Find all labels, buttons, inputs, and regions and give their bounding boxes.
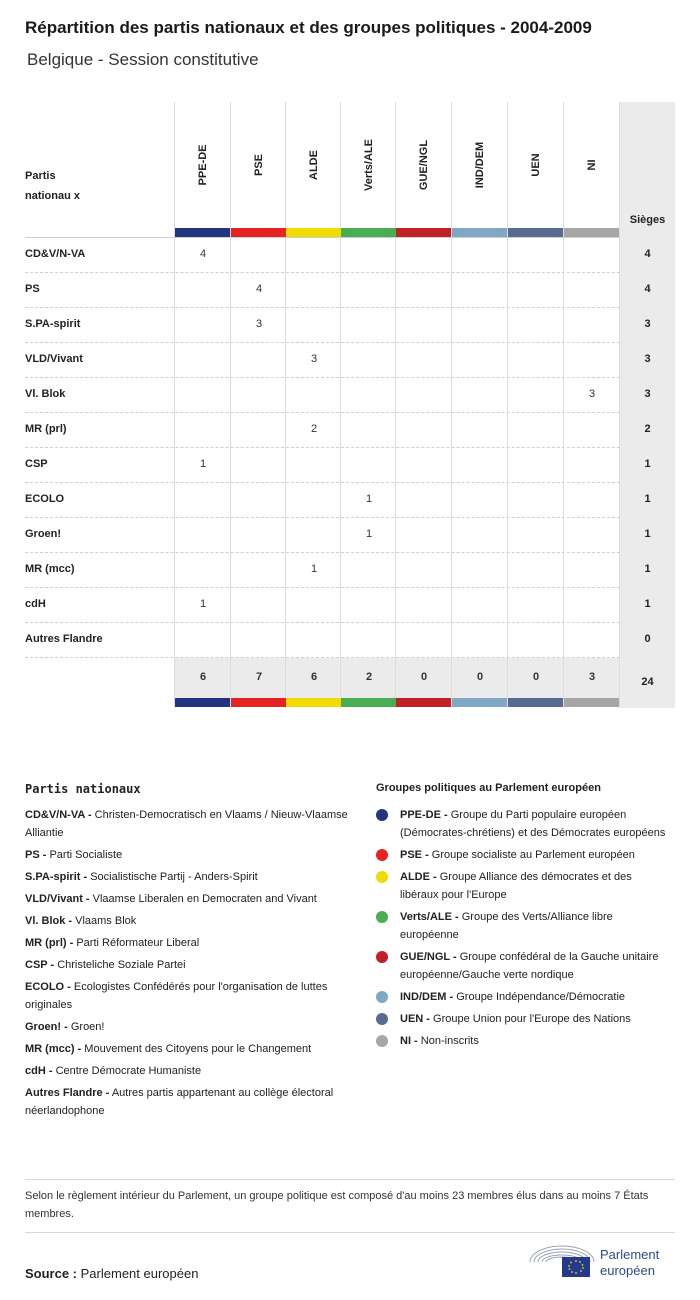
party-legend-item xyxy=(25,1040,355,1058)
party-name: Autres partis appartenant au collège électoral néerlandophone xyxy=(25,1087,334,1117)
party-column-header: Partis nationau x xyxy=(25,170,81,202)
seats-column-header: Sièges xyxy=(629,214,666,226)
row-divider xyxy=(25,482,620,483)
group-column-header xyxy=(564,110,620,220)
group-column-header xyxy=(452,110,508,220)
group-code: Verts/ALE - xyxy=(400,911,459,923)
party-code: VLD/Vivant - xyxy=(25,893,90,905)
party-name: Vlaamse Liberalen en Democraten and Vivant xyxy=(92,893,317,905)
party-name: Ecologistes Confédérés pour l'organisation de luttes originales xyxy=(25,981,328,1011)
party-name: Mouvement des Citoyens pour le Changement xyxy=(84,1043,312,1055)
group-code: NI xyxy=(586,159,598,171)
party-code: CD&V/N-VA - xyxy=(25,809,92,821)
group-name: Groupe socialiste au Parlement européen xyxy=(431,849,635,861)
group-code: UEN - xyxy=(400,1013,430,1025)
seat-count-cell: 1 xyxy=(199,598,207,610)
party-row-label: Autres Flandre xyxy=(25,633,103,645)
party-legend-item xyxy=(25,1062,355,1080)
party-row-label: VLD/Vivant xyxy=(25,353,83,365)
national-parties-legend xyxy=(25,806,355,1124)
seat-count-cell: 3 xyxy=(310,353,318,365)
group-code: PPE-DE - xyxy=(400,809,448,821)
group-color-bar xyxy=(231,698,286,707)
group-code: ALDE - xyxy=(400,871,437,883)
group-code: PSE - xyxy=(400,849,429,861)
group-color-bar xyxy=(231,228,286,237)
party-legend-item xyxy=(25,846,355,864)
group-column-header xyxy=(508,110,564,220)
group-color-dot-icon xyxy=(376,1035,388,1047)
group-color-bar xyxy=(452,228,507,237)
group-color-bar xyxy=(564,698,619,707)
seat-count-cell: 3 xyxy=(255,318,263,330)
page-subtitle: Belgique - Session constitutive xyxy=(27,50,259,69)
group-total: 0 xyxy=(476,671,484,683)
group-total: 3 xyxy=(588,671,596,683)
party-row-label: S.PA-spirit xyxy=(25,318,81,330)
party-name: Parti Socialiste xyxy=(49,849,123,861)
party-legend-item xyxy=(25,868,355,886)
group-color-bar xyxy=(564,228,619,237)
political-groups-legend xyxy=(376,806,666,1054)
group-name: Groupe des Verts/Alliance libre européenne xyxy=(400,911,613,941)
logo-line-2: européen xyxy=(600,1263,655,1278)
party-code: ECOLO - xyxy=(25,981,71,993)
row-divider xyxy=(25,272,620,273)
group-total: 2 xyxy=(365,671,373,683)
group-code: GUE/NGL xyxy=(418,139,430,191)
group-color-dot-icon xyxy=(376,911,388,923)
logo-line-1: Parlement xyxy=(600,1247,660,1262)
group-total: 7 xyxy=(255,671,263,683)
seat-count-cell: 4 xyxy=(199,248,207,260)
row-divider xyxy=(25,412,620,413)
party-legend-item xyxy=(25,978,355,1014)
group-legend-item xyxy=(376,908,666,944)
group-color-dot-icon xyxy=(376,871,388,883)
party-legend-item xyxy=(25,912,355,930)
row-divider xyxy=(25,587,620,588)
party-name: Socialistische Partij - Anders-Spirit xyxy=(90,871,258,883)
group-color-bar xyxy=(508,698,563,707)
group-total: 6 xyxy=(310,671,318,683)
party-seat-total: 4 xyxy=(644,248,651,260)
party-name: Parti Réformateur Liberal xyxy=(76,937,200,949)
row-divider xyxy=(25,552,620,553)
party-seat-total: 1 xyxy=(644,458,651,470)
national-parties-legend-title: Partis nationaux xyxy=(25,782,141,796)
group-legend-item xyxy=(376,948,666,984)
group-total: 6 xyxy=(199,671,207,683)
party-legend-item xyxy=(25,934,355,952)
grand-total: 24 xyxy=(641,676,654,688)
seat-count-cell: 2 xyxy=(310,423,318,435)
divider xyxy=(25,1179,675,1180)
row-divider xyxy=(25,622,620,623)
party-name: Christeliche Soziale Partei xyxy=(57,959,186,971)
group-color-dot-icon xyxy=(376,951,388,963)
group-name: Groupe Union pour l'Europe des Nations xyxy=(433,1013,631,1025)
row-divider xyxy=(25,342,620,343)
party-legend-item xyxy=(25,890,355,908)
party-legend-item xyxy=(25,1018,355,1036)
group-name: Groupe Indépendance/Démocratie xyxy=(456,991,626,1003)
seat-count-cell: 1 xyxy=(365,528,373,540)
party-seat-total: 4 xyxy=(644,283,651,295)
group-column-header xyxy=(396,110,452,220)
group-color-bar xyxy=(175,228,230,237)
party-code: S.PA-spirit - xyxy=(25,871,88,883)
group-legend-item xyxy=(376,1032,666,1050)
group-color-bar xyxy=(396,228,451,237)
group-code: ALDE xyxy=(308,150,320,180)
group-legend-item xyxy=(376,988,666,1006)
party-name: Christen-Democratisch en Vlaams / Nieuw-Vlaamse Alliantie xyxy=(25,809,348,839)
seat-count-cell: 3 xyxy=(588,388,596,400)
party-legend-item xyxy=(25,806,355,842)
group-code: PPE-DE xyxy=(197,144,209,186)
group-color-bar xyxy=(396,698,451,707)
party-code: Vl. Blok - xyxy=(25,915,73,927)
group-code: Verts/ALE xyxy=(363,139,375,191)
seat-count-cell: 1 xyxy=(365,493,373,505)
party-row-label: Groen! xyxy=(25,528,62,540)
group-name: Groupe confédéral de la Gauche unitaire européenne/Gauche verte nordique xyxy=(400,951,659,981)
group-color-bar xyxy=(286,228,341,237)
row-divider xyxy=(25,657,620,658)
group-color-dot-icon xyxy=(376,849,388,861)
group-code: PSE xyxy=(253,153,265,177)
party-code: PS - xyxy=(25,849,47,861)
group-legend-item xyxy=(376,846,666,864)
political-groups-legend-title: Groupes politiques au Parlement européen xyxy=(376,782,601,794)
party-seat-total: 1 xyxy=(644,493,651,505)
group-name: Groupe du Parti populaire européen (Démocrates-chrétiens) et des Démocrates européens xyxy=(400,809,666,839)
party-seat-total: 1 xyxy=(644,598,651,610)
group-color-dot-icon xyxy=(376,991,388,1003)
group-code: IND/DEM xyxy=(474,141,486,189)
group-color-bar xyxy=(341,228,396,237)
party-legend-item xyxy=(25,956,355,974)
source-label: Source : xyxy=(25,1266,78,1281)
party-code: MR (mcc) - xyxy=(25,1043,82,1055)
source-line xyxy=(25,1266,198,1281)
group-total: 0 xyxy=(532,671,540,683)
party-seat-total: 2 xyxy=(644,423,651,435)
party-seat-total: 1 xyxy=(644,563,651,575)
seat-count-cell: 1 xyxy=(310,563,318,575)
party-seat-total: 1 xyxy=(644,528,651,540)
divider xyxy=(25,1232,675,1233)
party-seat-total: 0 xyxy=(644,633,651,645)
group-legend-item xyxy=(376,1010,666,1028)
group-code: IND/DEM - xyxy=(400,991,454,1003)
party-code: Autres Flandre - xyxy=(25,1087,110,1099)
party-row-label: CSP xyxy=(25,458,48,470)
seat-count-cell: 1 xyxy=(199,458,207,470)
row-divider xyxy=(25,237,620,238)
footnote: Selon le règlement intérieur du Parlement, un groupe politique est composé d'au moins 23 membres élus dans au moins 7 États membres. xyxy=(25,1190,649,1220)
group-color-bar xyxy=(452,698,507,707)
group-name: Non-inscrits xyxy=(420,1035,479,1047)
party-row-label: PS xyxy=(25,283,40,295)
party-row-label: CD&V/N-VA xyxy=(25,248,86,260)
party-row-label: ECOLO xyxy=(25,493,65,505)
group-legend-item xyxy=(376,806,666,842)
group-color-dot-icon xyxy=(376,1013,388,1025)
party-name: Groen! xyxy=(70,1021,105,1033)
group-column-header xyxy=(231,110,287,220)
party-row-label: MR (mcc) xyxy=(25,563,75,575)
group-color-bar xyxy=(286,698,341,707)
party-code: cdH - xyxy=(25,1065,53,1077)
row-divider xyxy=(25,307,620,308)
seats-column-background xyxy=(620,102,675,708)
group-code: NI - xyxy=(400,1035,418,1047)
party-legend-item xyxy=(25,1084,355,1120)
party-row-label: Vl. Blok xyxy=(25,388,66,400)
source-value: Parlement européen xyxy=(80,1266,199,1281)
group-color-dot-icon xyxy=(376,809,388,821)
party-code: MR (prl) - xyxy=(25,937,74,949)
group-color-bar xyxy=(341,698,396,707)
group-color-bar xyxy=(175,698,230,707)
group-legend-item xyxy=(376,868,666,904)
group-color-bar xyxy=(508,228,563,237)
party-code: CSP - xyxy=(25,959,55,971)
party-name: Centre Démocrate Humaniste xyxy=(55,1065,202,1077)
group-name: Groupe Alliance des démocrates et des libéraux pour l'Europe xyxy=(400,871,632,901)
group-total: 0 xyxy=(420,671,428,683)
party-seat-total: 3 xyxy=(644,318,651,330)
group-column-header xyxy=(341,110,397,220)
party-name: Vlaams Blok xyxy=(75,915,137,927)
page-title: Répartition des partis nationaux et des groupes politiques - 2004-2009 xyxy=(25,18,592,37)
logo-text xyxy=(600,1247,659,1279)
party-row-label: MR (prl) xyxy=(25,423,67,435)
party-seat-total: 3 xyxy=(644,353,651,365)
eu-flag-icon xyxy=(562,1257,590,1277)
party-row-label: cdH xyxy=(25,598,46,610)
group-column-header xyxy=(175,110,231,220)
row-divider xyxy=(25,517,620,518)
seat-count-cell: 4 xyxy=(255,283,263,295)
row-divider xyxy=(25,377,620,378)
row-divider xyxy=(25,447,620,448)
group-code: UEN xyxy=(530,153,542,177)
group-code: GUE/NGL - xyxy=(400,951,457,963)
party-seat-total: 3 xyxy=(644,388,651,400)
group-column-header xyxy=(286,110,342,220)
party-code: Groen! - xyxy=(25,1021,68,1033)
